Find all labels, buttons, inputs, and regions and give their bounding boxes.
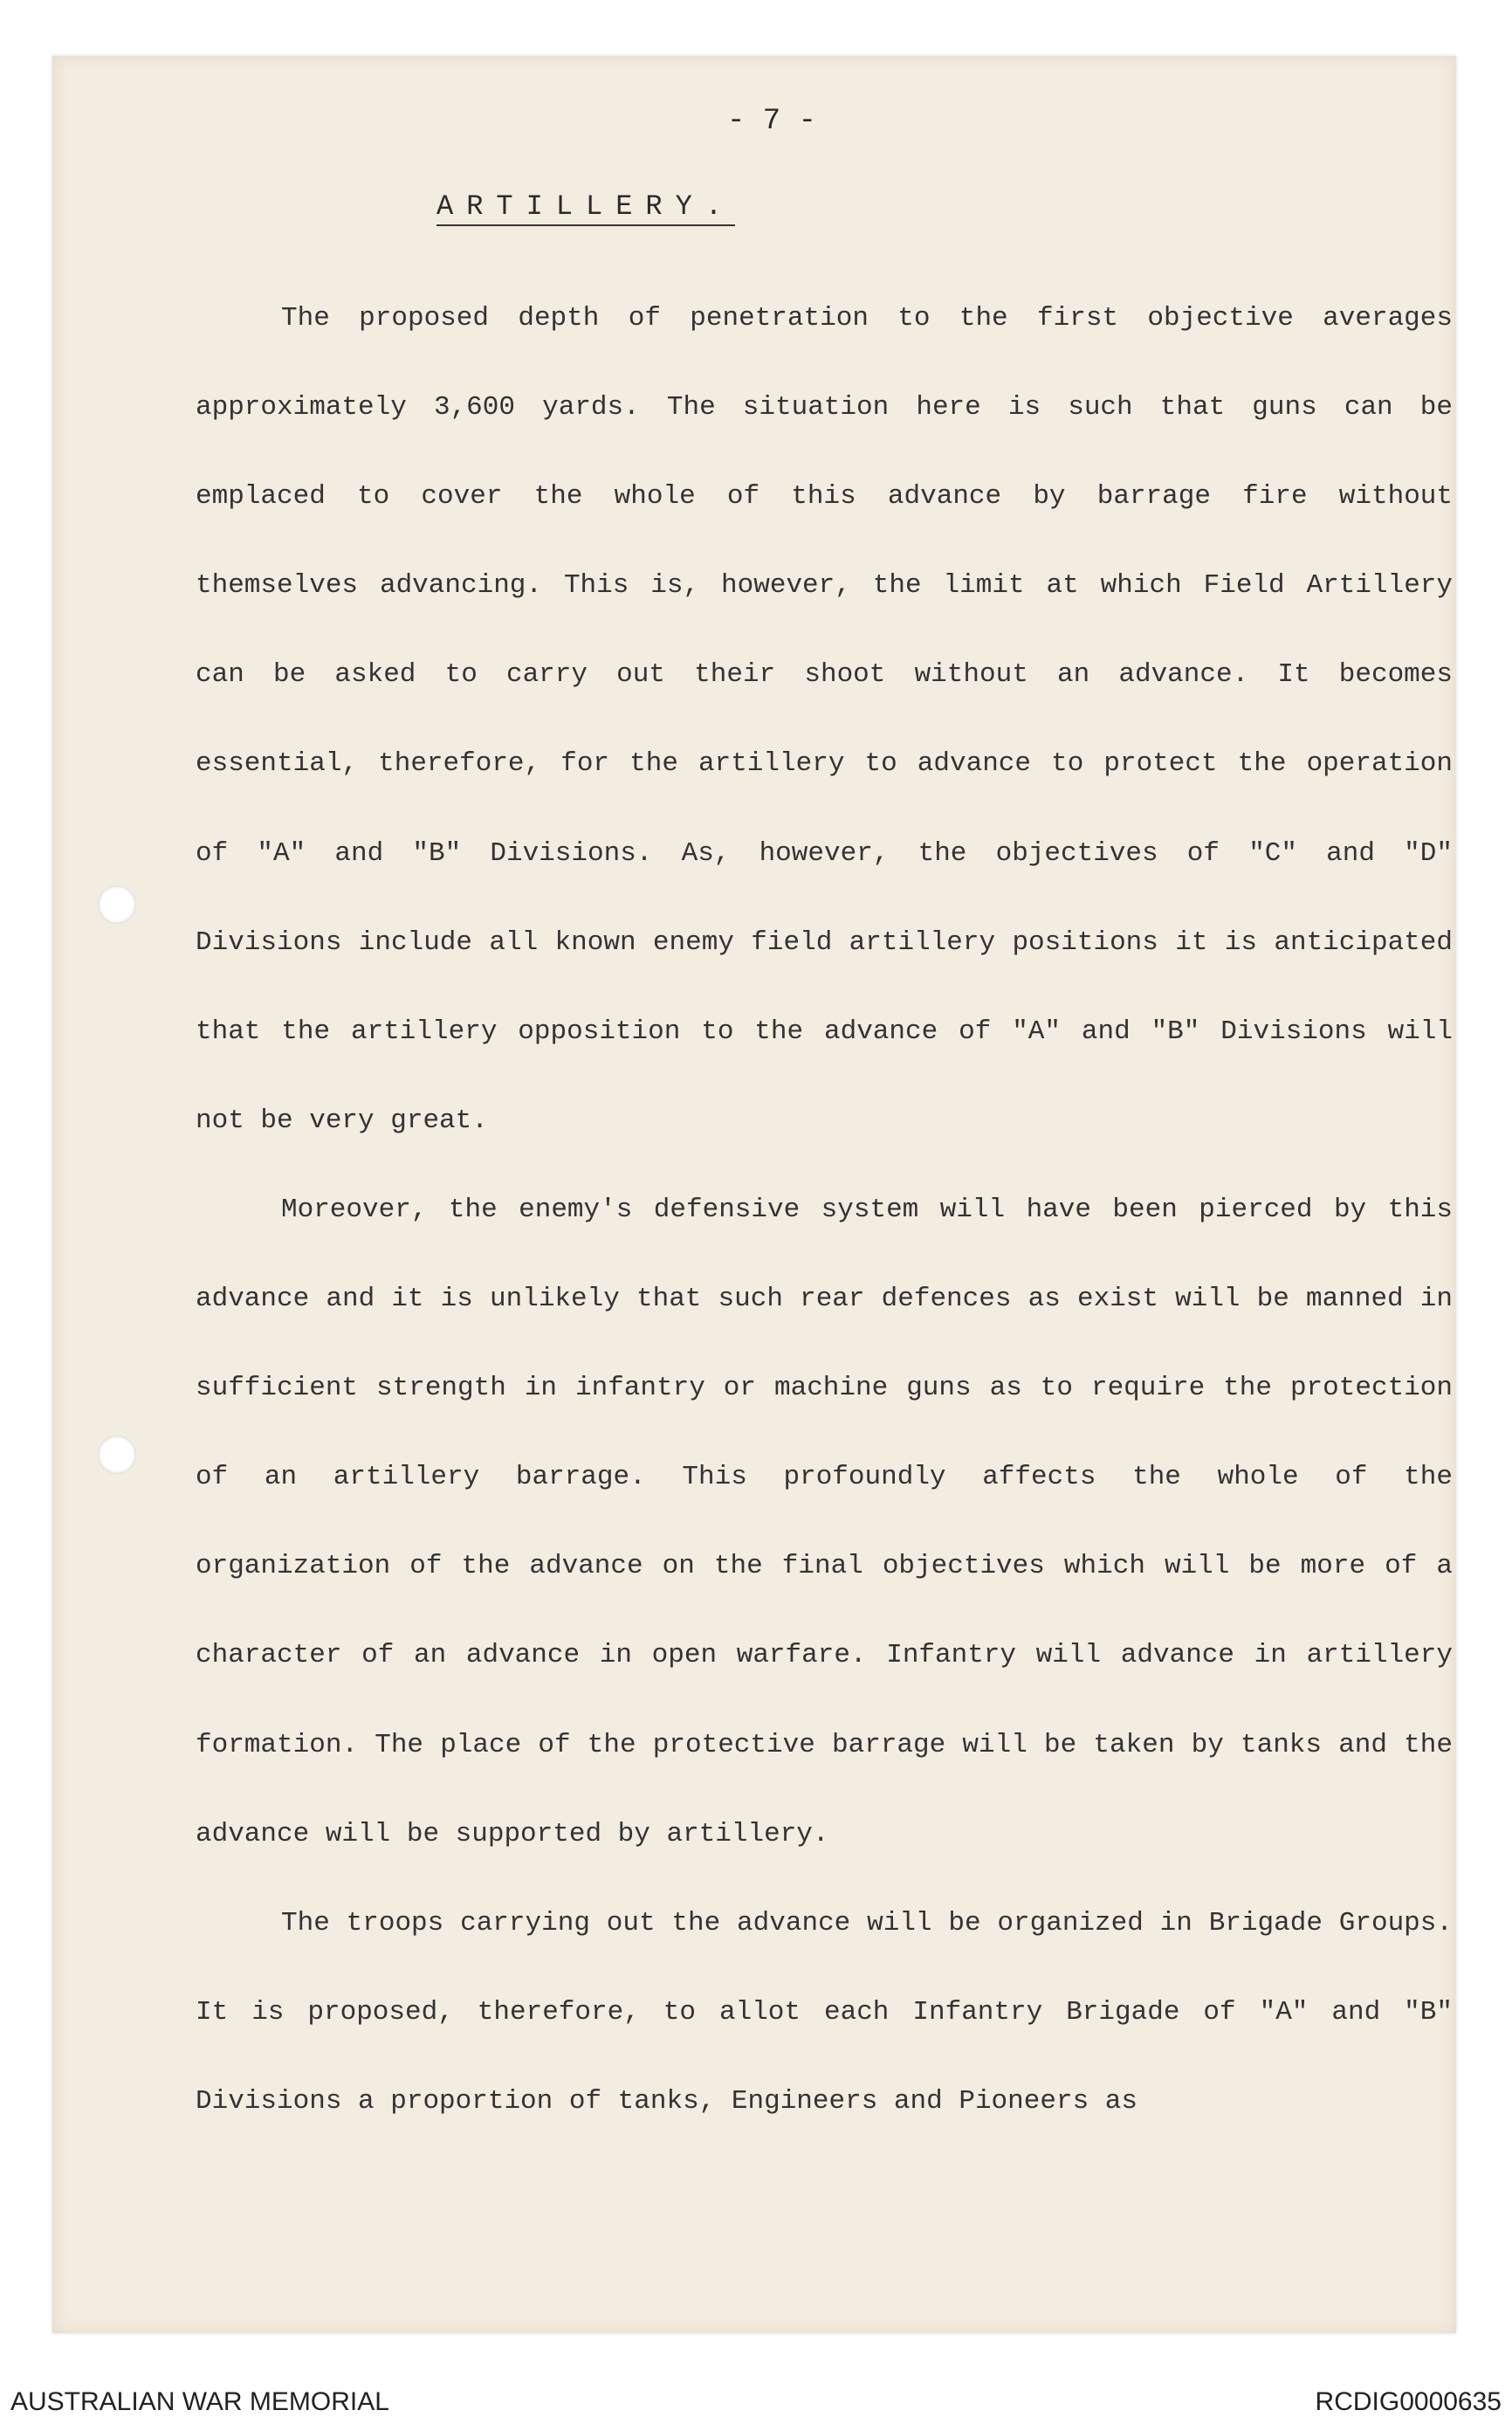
paragraph-1: The proposed depth of penetration to the first objective averages approximately 3,600 yards. The situation here is such that guns can be emplaced to cover the whole of this advance by barrage fire without themselves advancing. This is, however, the limit at which Field Artillery can be asked to carry out their shoot without an advance. It becomes essential, therefore, for the artillery to advance to protect the operation of "A" and "B" Divisions. As, however, the objectives of "C" and "D" Divisions include all known enemy field artillery positions it is anticipated that the artillery opposition to the advance of "A" and "B" Divisions will not be very great. [196, 303, 1453, 1136]
paragraph-2: Moreover, the enemy's defensive system will have been pierced by this advance and it is unlikely that such rear defences as exist will be manned in sufficient strength in infantry or machine guns as to require the protection of an artillery barrage. This profoundly affects the whole of the organization of the advance on the final objectives which will be more of a character of an advance in open warfare. Infantry will advance in artillery formation. The place of the protective barrage will be taken by tanks and the advance will be supported by artillery. [196, 1194, 1453, 1849]
archive-name: AUSTRALIAN WAR MEMORIAL [10, 2387, 389, 2416]
document-page [52, 56, 1456, 2333]
section-heading: ARTILLERY. [436, 190, 735, 226]
punch-hole [98, 1436, 136, 1474]
paragraph-3: The troops carrying out the advance will be organized in Brigade Groups. It is proposed, therefore, to allot each Infantry Brigade of "A" and "B" Divisions a proportion of tanks, Engineers and Pioneers as [196, 1907, 1453, 2117]
page-number: - 7 - [726, 105, 817, 138]
archive-footer [0, 2375, 1512, 2424]
punch-hole [98, 885, 136, 924]
document-body [196, 274, 1453, 2146]
record-id: RCDIG0000635 [1315, 2387, 1502, 2416]
